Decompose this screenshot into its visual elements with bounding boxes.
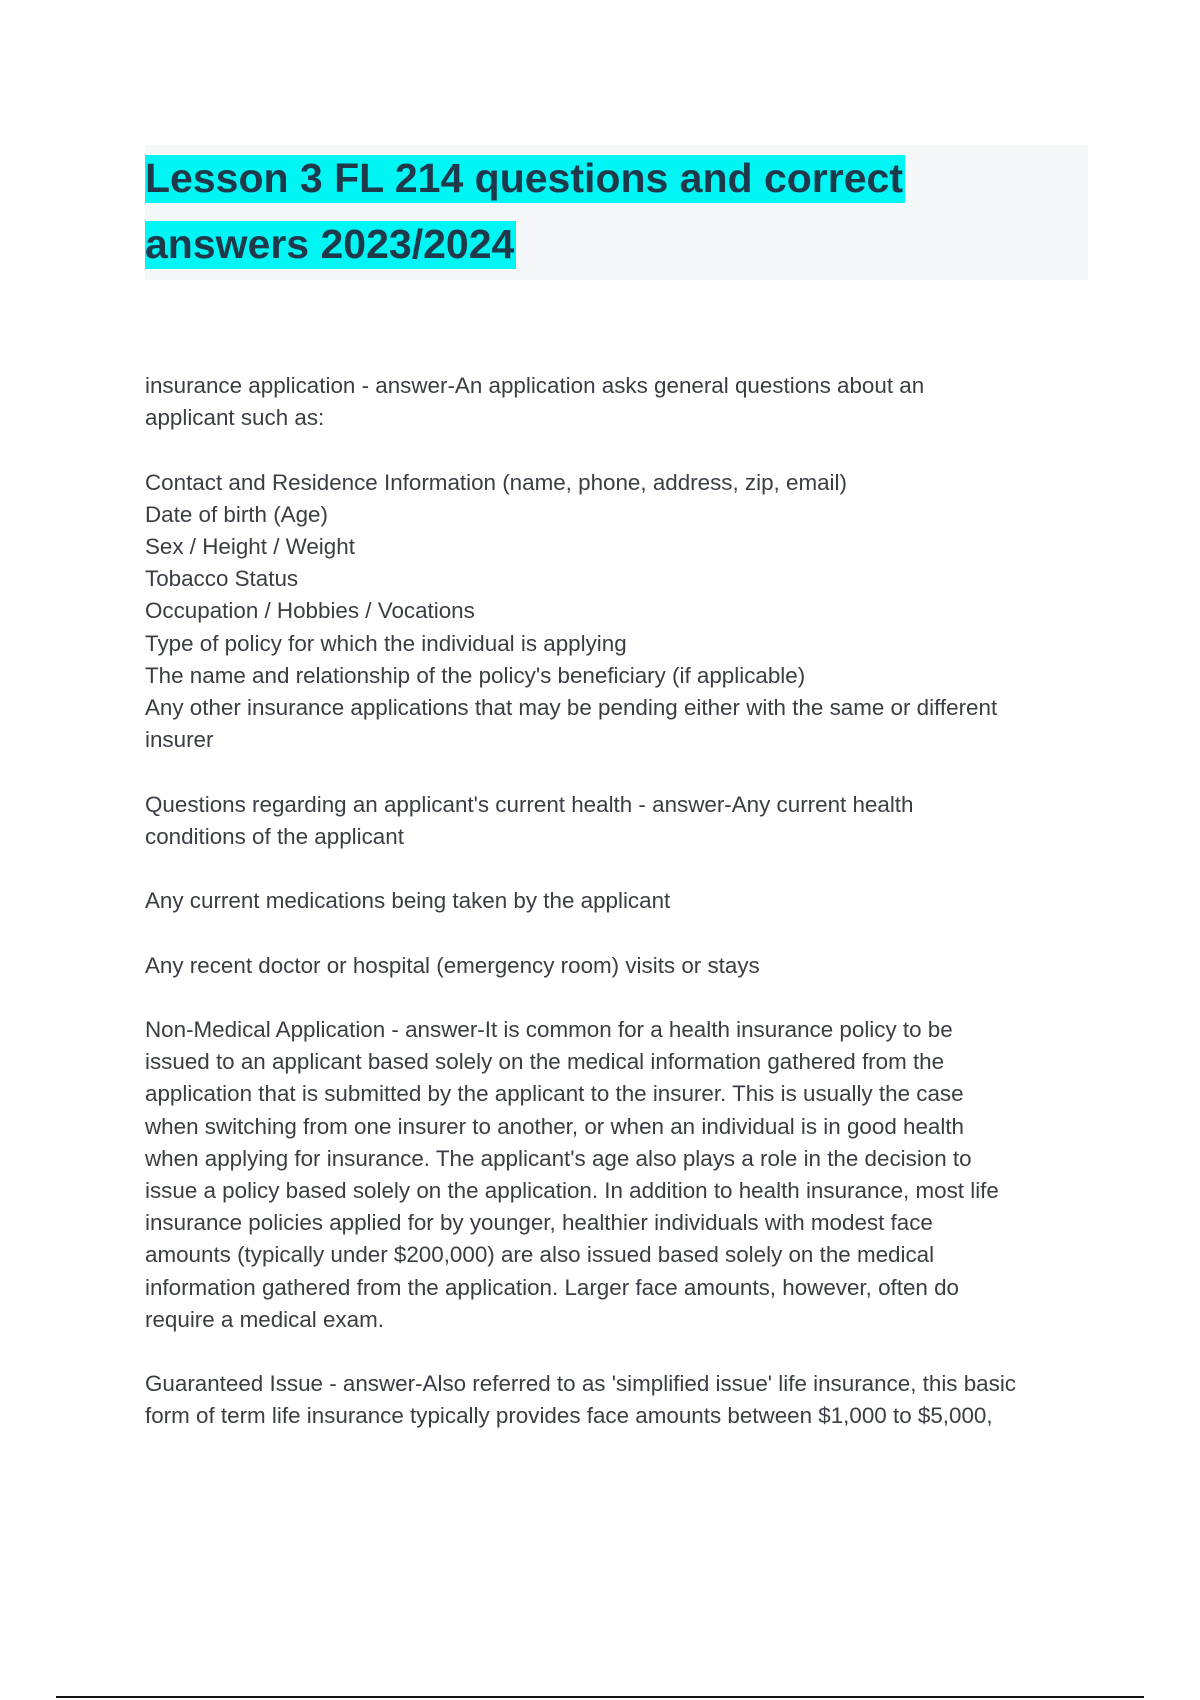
text-line: Non-Medical Application - answer-It is common for a health insurance policy to be [145,1016,953,1042]
paragraph [145,950,1095,982]
title-line-1: Lesson 3 FL 214 questions and correct [145,155,903,201]
text-line: applicant such as: [145,405,325,431]
text-line: Any recent doctor or hospital (emergency room) visits or stays [145,952,760,978]
text-line: insurer [145,727,214,753]
text-line: issued to an applicant based solely on the medical information gathered from the [145,1049,945,1075]
text-line: Date of birth (Age) [145,501,328,527]
text-line: The name and relationship of the policy's beneficiary (if applicable) [145,662,806,688]
text-line: insurance policies applied for by younger, healthier individuals with modest face [145,1210,933,1236]
text-line: issue a policy based solely on the application. In addition to health insurance, most life [145,1178,999,1203]
text-line: Tobacco Status [145,566,299,592]
text-line: Questions regarding an applicant's current health - answer-Any current health [145,791,914,817]
text-line: Any current medications being taken by the applicant [145,888,671,914]
text-line: Type of policy for which the individual is applying [145,630,627,656]
paragraph [145,370,1095,434]
text-line: Any other insurance applications that may be pending either with the same or different [145,695,998,721]
paragraph [145,1014,1095,1336]
text-line: conditions of the applicant [145,823,404,849]
text-line: require a medical exam. [145,1306,384,1332]
text-line: application that is submitted by the applicant to the insurer. This is usually the case [145,1081,964,1107]
text-line: when switching from one insurer to another, or when an individual is in good health [145,1113,964,1139]
text-line: Occupation / Hobbies / Vocations [145,598,475,624]
text-line: Guaranteed Issue - answer-Also referred to as 'simplified issue' life insurance, this basic [145,1371,1016,1397]
text-line: information gathered from the application. Larger face amounts, however, often do [145,1274,960,1300]
paragraph [145,1368,1095,1432]
text-line: Sex / Height / Weight [145,534,355,559]
text-line: form of term life insurance typically provides face amounts between $1,000 to $5,000, [145,1403,993,1429]
page-bottom-divider [56,1696,1144,1698]
title-line-2: answers 2023/2024 [145,221,515,267]
paragraph [145,789,1095,853]
text-line: insurance application - answer-An application asks general questions about an [145,373,925,398]
text-line: Contact and Residence Information (name, phone, address, zip, email) [145,469,847,495]
paragraph [145,467,1095,757]
text-line: when applying for insurance. The applicant's age also plays a role in the decision to [145,1145,972,1171]
document-body [145,370,1095,1465]
text-line: amounts (typically under $200,000) are also issued based solely on the medical [145,1242,935,1268]
page-title [145,145,1045,277]
paragraph [145,885,1095,917]
